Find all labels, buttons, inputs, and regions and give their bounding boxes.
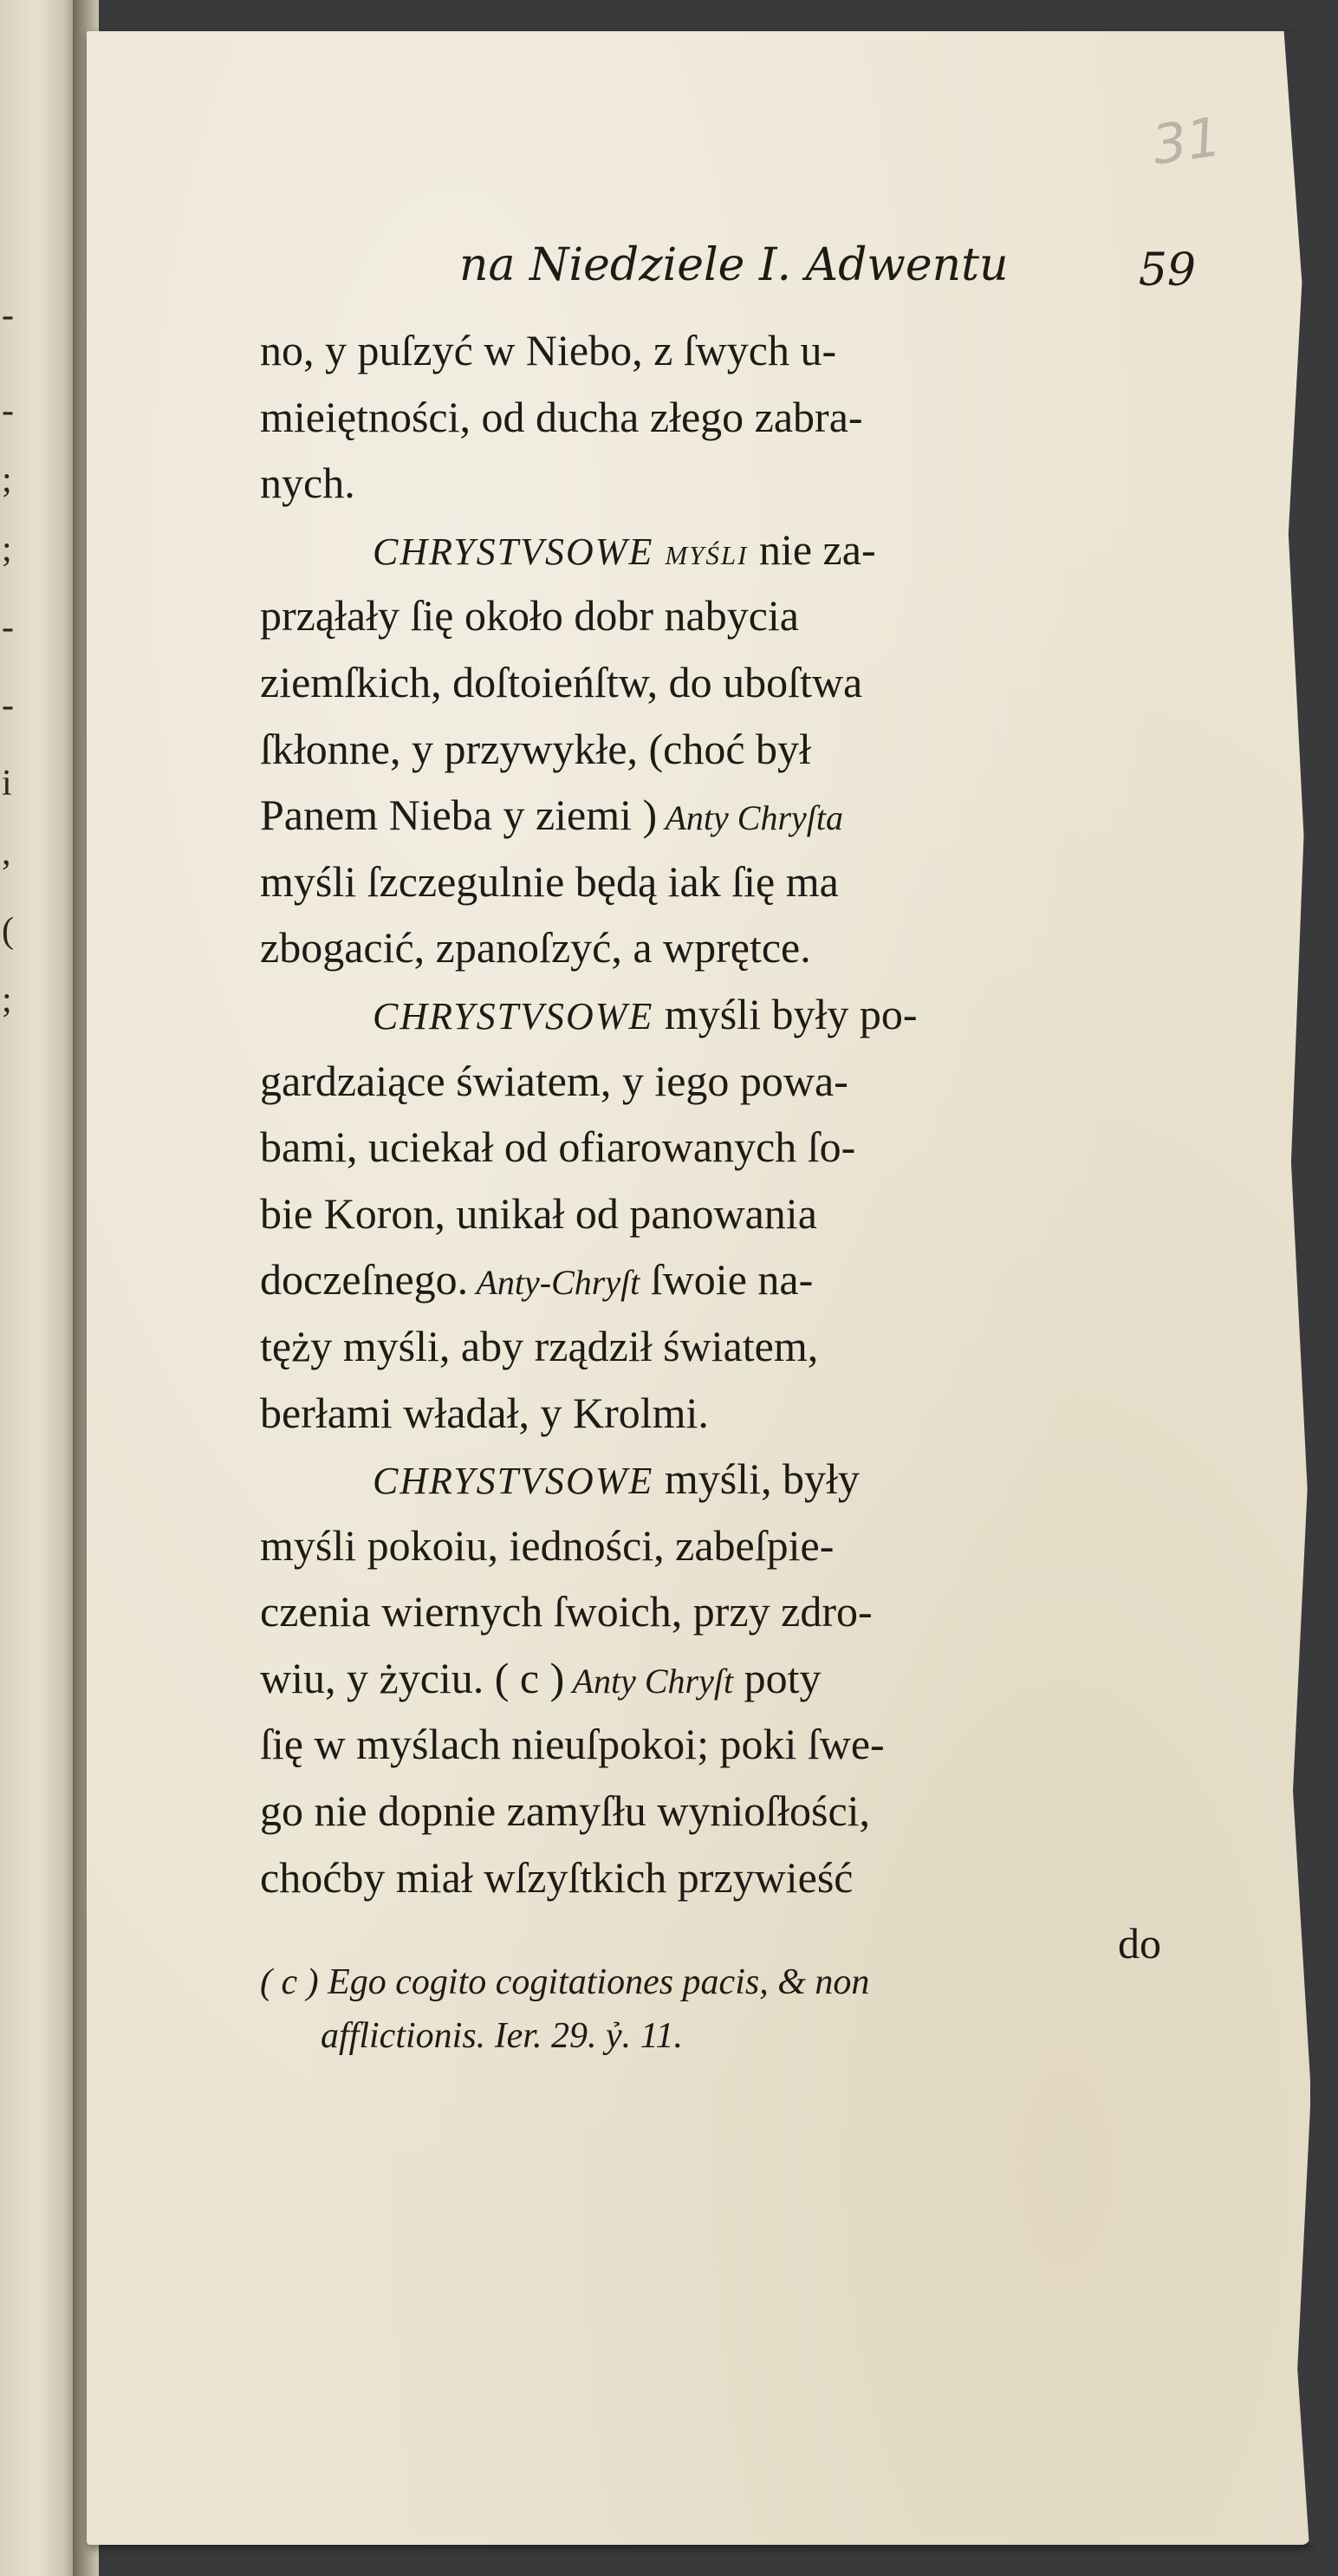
previous-page-mark: ( xyxy=(2,911,14,951)
line-text: prząłały ſię około dobr nabycia xyxy=(260,591,799,641)
text-line xyxy=(260,1048,1179,1115)
line-text: myśli pokoiu, iedności, zabeſpie- xyxy=(260,1520,835,1570)
line-text: wiu, y życiu. ( c ) xyxy=(260,1653,565,1702)
line-text: go nie dopnie zamyſłu wynioſłości, xyxy=(260,1786,871,1836)
previous-page-mark: ; xyxy=(2,980,12,1020)
small-caps-lead: CHRYSTVSOWE xyxy=(373,994,654,1038)
text-line xyxy=(260,1446,1179,1512)
line-text: gardzaiące światem, y iego powa- xyxy=(260,1056,848,1105)
footnote-line-2: afflictionis. Ier. 29. ỷ. 11. xyxy=(321,2016,684,2056)
line-text: choćby miał wſzyſtkich przywieść xyxy=(260,1852,854,1902)
text-line xyxy=(260,1181,1179,1247)
text-line xyxy=(260,981,1179,1048)
running-head: na Niedziele I. Adwentu xyxy=(459,239,1009,291)
small-caps-lead: CHRYSTVSOWE myśli xyxy=(373,530,749,573)
text-line xyxy=(260,1512,1179,1579)
line-text: bami, uciekał od ofiarowanych ſo- xyxy=(260,1122,856,1172)
line-text: nych. xyxy=(260,459,355,508)
previous-page-mark: - xyxy=(2,296,14,335)
line-text: bie Koron, unikał od panowania xyxy=(260,1188,817,1238)
line-text: berłami władał, y Krolmi. xyxy=(260,1388,709,1437)
line-text: doczeſnego. xyxy=(260,1255,469,1304)
text-line xyxy=(260,384,1179,451)
previous-page-edge xyxy=(0,0,80,2576)
text-line xyxy=(260,450,1179,517)
line-text: ſię w myślach nieuſpokoi; poki ſwe- xyxy=(260,1720,885,1769)
pencil-margin-note: 31 xyxy=(1148,104,1225,178)
page-number: 59 xyxy=(1138,244,1196,296)
text-line xyxy=(260,1645,1179,1712)
line-text: myśli, były xyxy=(653,1454,860,1504)
previous-page-mark: i xyxy=(2,764,12,803)
previous-page-marks xyxy=(0,0,80,2576)
italic-term: Anty-Chryſt xyxy=(468,1263,640,1303)
italic-term: Anty Chryſta xyxy=(657,798,843,838)
text-line xyxy=(260,317,1179,384)
line-text: nie za- xyxy=(748,524,876,574)
text-line xyxy=(260,1844,1179,1911)
footnote-line-1: ( c ) Ego cogito cogitationes pacis, & non xyxy=(260,1962,870,2002)
line-text: Panem Nieba y ziemi ) xyxy=(260,790,658,840)
text-line xyxy=(260,782,1179,849)
previous-page-mark: - xyxy=(2,686,14,725)
footnote xyxy=(260,1955,1196,2063)
text-line xyxy=(260,649,1179,716)
previous-page-mark: , xyxy=(2,833,11,873)
line-text-after: poty xyxy=(733,1653,822,1702)
text-line xyxy=(260,582,1179,649)
text-line xyxy=(260,1114,1179,1181)
text-line xyxy=(260,914,1179,981)
book-page xyxy=(87,31,1310,2545)
italic-term: Anty Chryſt xyxy=(564,1661,734,1701)
line-text: zbogacić, zpanoſzyć, a wprętce. xyxy=(260,923,811,973)
small-caps-lead: CHRYSTVSOWE xyxy=(373,1460,654,1503)
previous-page-mark: ; xyxy=(2,460,12,500)
previous-page-mark: - xyxy=(2,608,14,647)
text-line xyxy=(260,517,1179,583)
page-header xyxy=(373,239,1196,309)
text-line xyxy=(260,716,1179,783)
text-line xyxy=(260,1778,1179,1844)
previous-page-mark: - xyxy=(2,391,14,431)
line-text-after: ſwoie na- xyxy=(640,1255,814,1304)
line-text: myśli ſzczegulnie będą iak ſię ma xyxy=(260,856,839,906)
line-text: ziemſkich, doſtoieńſtw, do uboſtwa xyxy=(260,657,863,706)
line-text: mieiętności, od ducha złego zabra- xyxy=(260,392,863,441)
text-line xyxy=(260,849,1179,915)
text-line xyxy=(260,1380,1179,1447)
text-line xyxy=(260,1578,1179,1645)
line-text: tęży myśli, aby rządził światem, xyxy=(260,1321,819,1370)
previous-page-mark: ; xyxy=(2,530,12,569)
body-text xyxy=(260,317,1179,1977)
line-text: do xyxy=(1118,1919,1161,1968)
line-text: no, y puſzyć w Niebo, z ſwych u- xyxy=(260,326,837,374)
text-line xyxy=(260,1313,1179,1380)
text-line xyxy=(260,1246,1179,1313)
line-text: myśli były po- xyxy=(653,989,918,1038)
text-line xyxy=(260,1711,1179,1778)
line-text: czenia wiernych ſwoich, przy zdro- xyxy=(260,1587,873,1636)
line-text: ſkłonne, y przywykłe, (choć był xyxy=(260,724,811,773)
